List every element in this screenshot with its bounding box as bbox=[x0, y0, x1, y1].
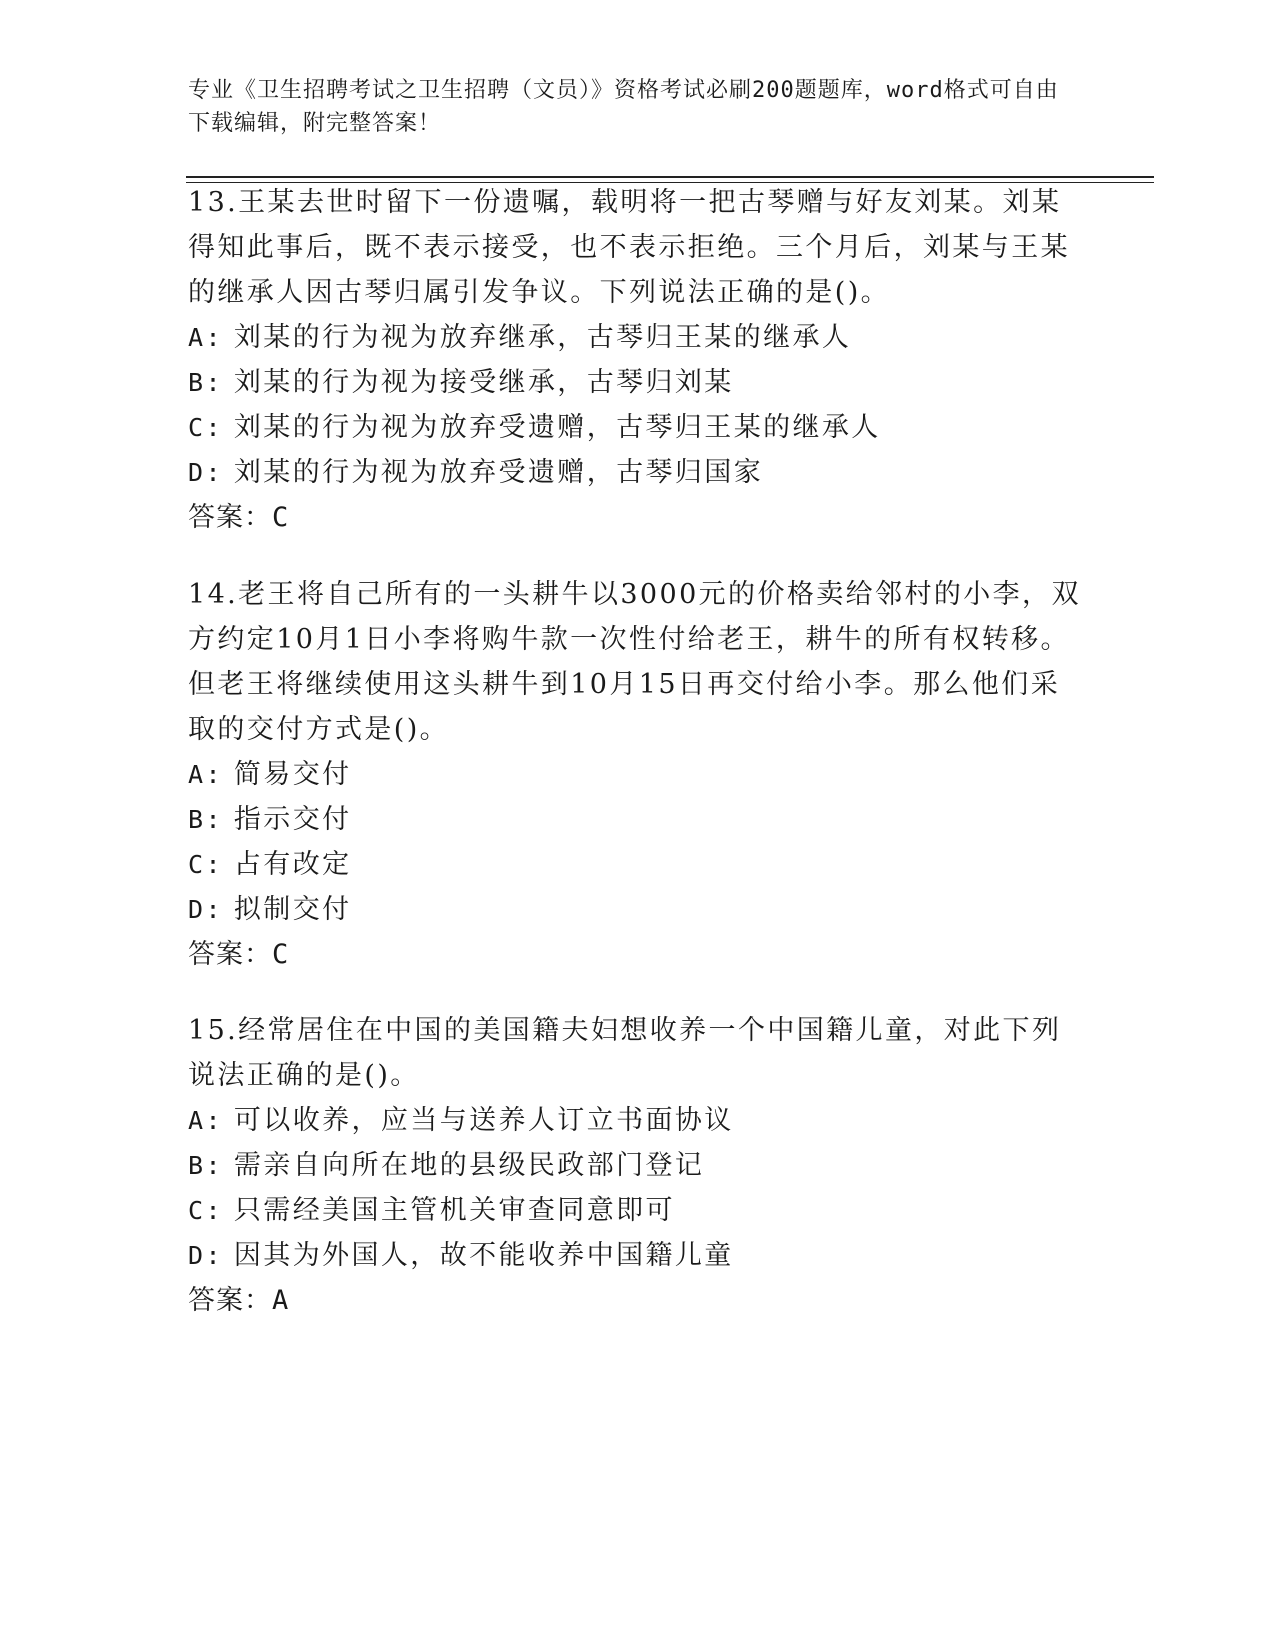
answer-value: A bbox=[272, 1285, 290, 1316]
question-15 bbox=[188, 1008, 1088, 1323]
answer-label: 答案： bbox=[188, 939, 272, 970]
question-stem: 14.老王将自己所有的一头耕牛以3000元的价格卖给邻村的小李，双方约定10月1日小李将购牛款一次性付给老王，耕牛的所有权转移。但老王将继续使用这头耕牛到10月15日再交付给小李。那么他们采取的交付方式是()。 bbox=[188, 579, 1081, 745]
option-key: B: bbox=[188, 1151, 223, 1180]
option-key: A: bbox=[188, 1106, 223, 1135]
question-stem: 15.经常居住在中国的美国籍夫妇想收养一个中国籍儿童，对此下列说法正确的是()。 bbox=[188, 1015, 1062, 1091]
option-key: D: bbox=[188, 458, 223, 487]
option-text: 刘某的行为视为放弃继承，古琴归王某的继承人 bbox=[233, 322, 852, 353]
option-text: 只需经美国主管机关审查同意即可 bbox=[233, 1195, 675, 1226]
question-13 bbox=[188, 180, 1088, 540]
option-c bbox=[188, 405, 1088, 450]
option-text: 简易交付 bbox=[233, 759, 352, 790]
option-text: 需亲自向所在地的县级民政部门登记 bbox=[233, 1150, 705, 1181]
option-key: B: bbox=[188, 368, 223, 397]
option-text: 刘某的行为视为放弃受遗赠，古琴归王某的继承人 bbox=[233, 412, 881, 443]
header-divider bbox=[186, 176, 1154, 178]
option-d bbox=[188, 450, 1088, 495]
option-a bbox=[188, 1098, 1088, 1143]
answer-line bbox=[188, 932, 1088, 977]
answer-line bbox=[188, 1278, 1088, 1323]
option-key: A: bbox=[188, 323, 223, 352]
option-key: C: bbox=[188, 1196, 223, 1225]
option-key: D: bbox=[188, 895, 223, 924]
answer-label: 答案： bbox=[188, 1285, 272, 1316]
option-text: 刘某的行为视为放弃受遗赠，古琴归国家 bbox=[233, 457, 764, 488]
option-text: 刘某的行为视为接受继承，古琴归刘某 bbox=[233, 367, 734, 398]
option-d bbox=[188, 1233, 1088, 1278]
option-text: 拟制交付 bbox=[233, 894, 352, 925]
option-c bbox=[188, 842, 1088, 887]
question-stem: 13.王某去世时留下一份遗嘱，载明将一把古琴赠与好友刘某。刘某得知此事后，既不表示接受，也不表示拒绝。三个月后，刘某与王某的继承人因古琴归属引发争议。下列说法正确的是()。 bbox=[188, 187, 1070, 308]
option-text: 占有改定 bbox=[233, 849, 352, 880]
answer-value: C bbox=[272, 502, 290, 533]
option-c bbox=[188, 1188, 1088, 1233]
option-a bbox=[188, 315, 1088, 360]
option-key: C: bbox=[188, 413, 223, 442]
option-text: 可以收养，应当与送养人订立书面协议 bbox=[233, 1105, 734, 1136]
question-14 bbox=[188, 572, 1088, 977]
option-d bbox=[188, 887, 1088, 932]
option-key: B: bbox=[188, 805, 223, 834]
option-text: 因其为外国人，故不能收养中国籍儿童 bbox=[233, 1240, 734, 1271]
answer-line bbox=[188, 495, 1088, 540]
option-b bbox=[188, 360, 1088, 405]
option-text: 指示交付 bbox=[233, 804, 352, 835]
option-a bbox=[188, 752, 1088, 797]
answer-value: C bbox=[272, 939, 290, 970]
option-key: A: bbox=[188, 760, 223, 789]
option-key: C: bbox=[188, 850, 223, 879]
document-header: 专业《卫生招聘考试之卫生招聘（文员）》资格考试必刷200题题库，word格式可自由下载编辑，附完整答案！ bbox=[188, 78, 1059, 136]
option-b bbox=[188, 1143, 1088, 1188]
answer-label: 答案： bbox=[188, 502, 272, 533]
option-b bbox=[188, 797, 1088, 842]
option-key: D: bbox=[188, 1241, 223, 1270]
